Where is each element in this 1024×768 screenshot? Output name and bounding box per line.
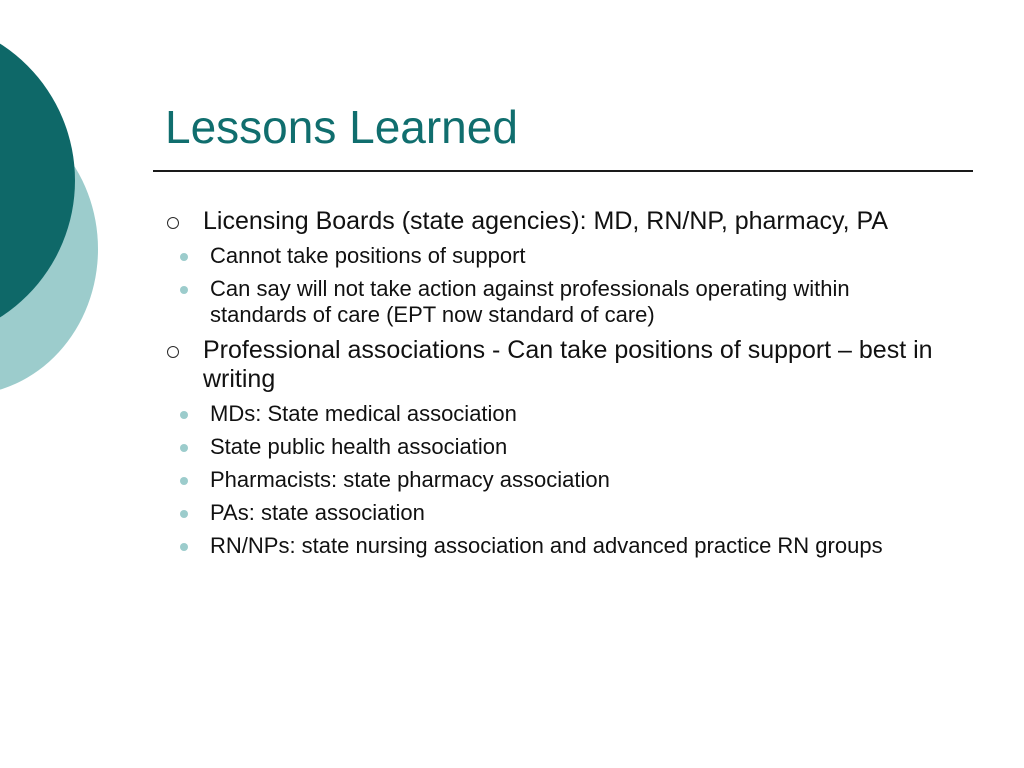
dot-bullet-icon xyxy=(180,286,188,294)
dot-bullet-icon xyxy=(180,510,188,518)
bullet-text: Professional associations - Can take positions of support – best in writing xyxy=(203,336,933,393)
slide-title: Lessons Learned xyxy=(165,101,518,153)
sub-bullet-list xyxy=(165,401,965,559)
bullet-text: Licensing Boards (state agencies): MD, RN/NP, pharmacy, PA xyxy=(203,207,889,235)
sub-bullet-text: RN/NPs: state nursing association and advanced practice RN groups xyxy=(210,533,883,558)
sub-bullet-text: MDs: State medical association xyxy=(210,401,517,426)
sub-bullet-item xyxy=(165,401,930,427)
sub-bullet-text: State public health association xyxy=(210,434,508,459)
hollow-circle-bullet-icon xyxy=(167,346,179,358)
sub-bullet-item xyxy=(165,533,930,559)
dot-bullet-icon xyxy=(180,444,188,452)
sub-bullet-item xyxy=(165,434,930,460)
sub-bullet-text: Can say will not take action against professionals operating within standards of care (EPT now standard of care) xyxy=(210,276,850,327)
dot-bullet-icon xyxy=(180,411,188,419)
bullet-list xyxy=(165,207,965,559)
hollow-circle-bullet-icon xyxy=(167,217,179,229)
dot-bullet-icon xyxy=(180,543,188,551)
sub-bullet-item xyxy=(165,243,930,269)
sub-bullet-text: Cannot take positions of support xyxy=(210,243,526,268)
sub-bullet-list xyxy=(165,243,965,328)
sub-bullet-text: PAs: state association xyxy=(210,500,425,525)
dot-bullet-icon xyxy=(180,477,188,485)
sub-bullet-item xyxy=(165,500,930,526)
sub-bullet-text: Pharmacists: state pharmacy association xyxy=(210,467,610,492)
sub-bullet-item xyxy=(165,467,930,493)
sub-bullet-item xyxy=(165,276,930,328)
bullet-item-licensing-boards xyxy=(165,207,965,236)
bullet-item-professional-associations xyxy=(165,336,965,394)
dot-bullet-icon xyxy=(180,253,188,261)
title-divider xyxy=(153,170,973,172)
